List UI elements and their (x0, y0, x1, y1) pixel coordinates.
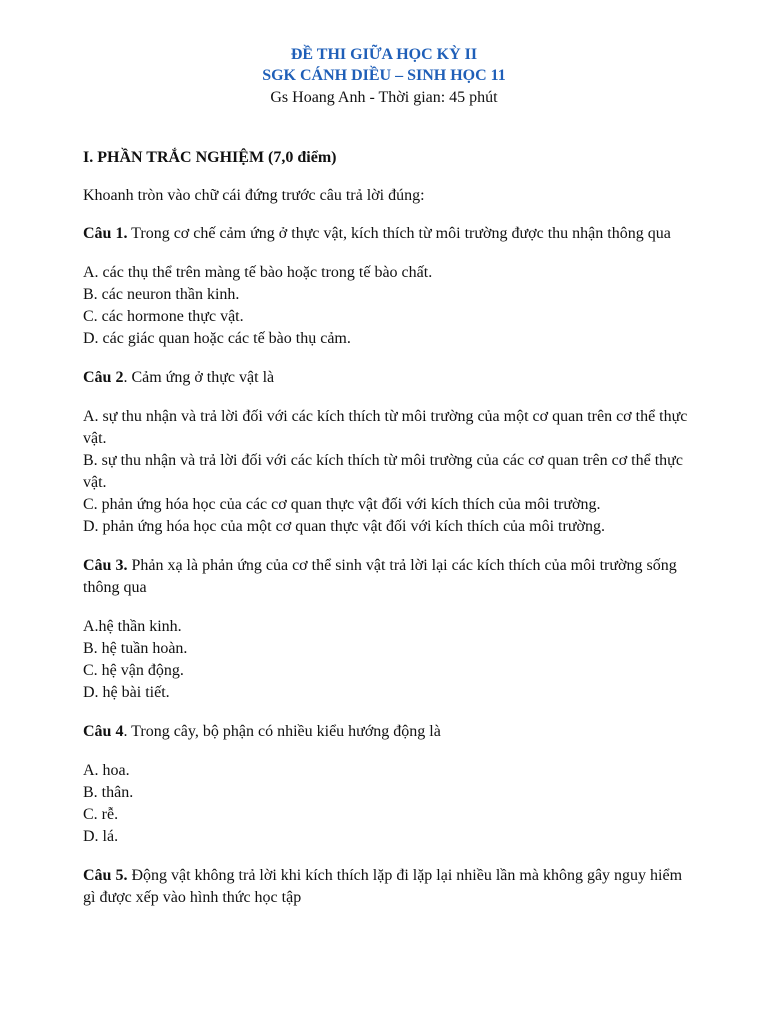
question-2-options (83, 406, 693, 538)
question-1-option-c: C. các hormone thực vật. (83, 308, 244, 325)
question-1-option-d: D. các giác quan hoặc các tế bào thụ cảm. (83, 330, 351, 347)
exam-author-time: Gs Hoang Anh - Thời gian: 45 phút (270, 89, 498, 106)
exam-title: ĐỀ THI GIỮA HỌC KỲ II (290, 46, 478, 63)
question-4-option-b: B. thân. (83, 784, 134, 801)
question-2 (83, 367, 693, 389)
question-1-option-b: B. các neuron thần kinh. (83, 286, 240, 303)
exam-header (0, 44, 768, 108)
question-4 (83, 721, 693, 743)
question-1-option-a: A. các thụ thể trên màng tế bào hoặc trong tế bào chất. (83, 264, 433, 281)
question-1-options (83, 262, 693, 350)
question-3-text: Phản xạ là phản ứng của cơ thể sinh vật trả lời lại các kích thích của môi trường sống thông qua (83, 557, 677, 596)
question-1-label: Câu 1. (83, 225, 128, 242)
question-5-label: Câu 5. (83, 867, 128, 884)
question-4-label: Câu 4 (83, 723, 124, 740)
question-2-option-c: C. phản ứng hóa học của các cơ quan thực vật đối với kích thích của môi trường. (83, 496, 601, 513)
question-4-text: . Trong cây, bộ phận có nhiều kiểu hướng động là (123, 723, 441, 740)
question-4-option-a: A. hoa. (83, 762, 130, 779)
question-2-label: Câu 2 (83, 369, 124, 386)
question-4-option-d: D. lá. (83, 828, 119, 845)
question-3-option-a: A.hệ thần kinh. (83, 618, 182, 635)
exam-subject-title: SGK CÁNH DIỀU – SINH HỌC 11 (262, 67, 506, 84)
question-4-option-c: C. rễ. (83, 806, 119, 823)
question-3-label: Câu 3. (83, 557, 128, 574)
question-2-option-b: B. sự thu nhận và trả lời đối với các kích thích từ môi trường của các cơ quan trên cơ thể thực vật. (83, 452, 683, 491)
question-3-option-b: B. hệ tuần hoàn. (83, 640, 188, 657)
question-3-options (83, 616, 693, 704)
question-2-option-a: A. sự thu nhận và trả lời đối với các kích thích từ môi trường của một cơ quan trên cơ thể thực vật. (83, 408, 688, 447)
question-5 (83, 865, 693, 909)
section-title: I. PHẦN TRẮC NGHIỆM (7,0 điểm) (83, 149, 337, 166)
question-3 (83, 555, 693, 599)
section-instruction: Khoanh tròn vào chữ cái đứng trước câu trả lời đúng: (83, 187, 425, 204)
question-1 (83, 223, 693, 245)
question-4-options (83, 760, 693, 848)
question-5-text: Động vật không trả lời khi kích thích lặp đi lặp lại nhiều lần mà không gây nguy hiểm gì được xếp vào hình thức học tập (83, 867, 683, 906)
question-2-text: . Cảm ứng ở thực vật là (123, 369, 275, 386)
question-2-option-d: D. phản ứng hóa học của một cơ quan thực vật đối với kích thích của môi trường. (83, 518, 605, 535)
question-3-option-d: D. hệ bài tiết. (83, 684, 170, 701)
exam-content (83, 147, 693, 926)
question-3-option-c: C. hệ vận động. (83, 662, 184, 679)
question-1-text: Trong cơ chế cảm ứng ở thực vật, kích thích từ môi trường được thu nhận thông qua (127, 225, 671, 242)
